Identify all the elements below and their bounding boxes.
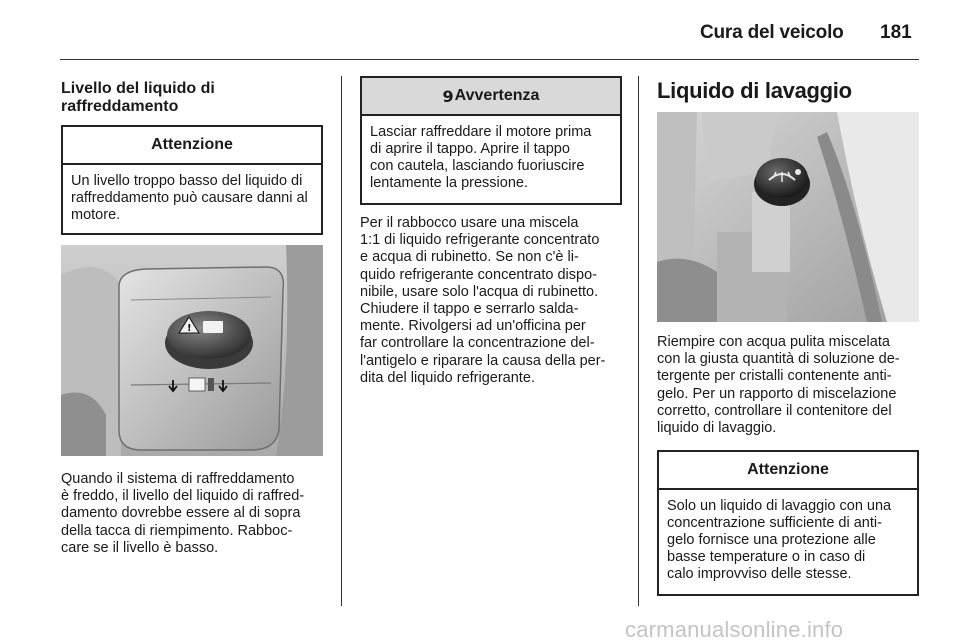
text-line: e acqua di rubinetto. Se non c'è li-: [360, 249, 579, 266]
page-number: 181: [880, 22, 912, 43]
text-line: lentamente la pressione.: [370, 175, 528, 191]
attention-title: Attenzione: [63, 127, 321, 165]
text-line: Per il rabbocco usare una miscela: [360, 215, 579, 231]
text-line: Chiudere il tappo e serrarlo salda-: [360, 301, 579, 318]
refill-paragraph: [360, 215, 632, 387]
warning-box: [360, 76, 622, 205]
coolant-attention-box: [61, 125, 323, 235]
watermark: carmanualsonline.info: [625, 617, 844, 642]
text-line: corretto, controllare il contenitore del: [657, 402, 892, 419]
text-line: è freddo, il livello del liquido di raffred-: [61, 488, 305, 505]
text-line: Lasciar raffreddare il motore prima: [370, 124, 592, 140]
text-line: basse temperature o in caso di: [667, 549, 866, 565]
svg-text:!: !: [187, 323, 192, 334]
text-line: di aprire il tappo. Aprire il tappo: [370, 141, 570, 157]
coolant-level-paragraph: [61, 471, 331, 557]
warning-symbol-icon: 9: [442, 86, 454, 106]
header-divider: [60, 59, 919, 60]
text-line: concentrazione sufficiente di anti-: [667, 515, 882, 531]
page-header: [0, 0, 960, 60]
text-line: nibile, usare solo l'acqua di rubinetto.: [360, 283, 599, 300]
column-divider-2: [638, 76, 639, 606]
attention-text: [659, 490, 917, 583]
washer-attention-box: [657, 450, 919, 596]
washer-paragraph: [657, 334, 929, 437]
text-line: gelo. Per un rapporto di miscelazione: [657, 385, 897, 402]
text-line: damento dovrebbe essere al di sopra: [61, 505, 301, 522]
text-line: Quando il sistema di raffreddamento: [61, 471, 295, 487]
text-line: l'antigelo e riparare la causa della per-: [360, 352, 606, 369]
coolant-reservoir-photo: [61, 245, 323, 456]
text-line: mente. Rivolgersi ad un'officina per: [360, 318, 586, 335]
text-line: tergente per cristalli contenente anti-: [657, 368, 892, 385]
washer-reservoir-illustration: [657, 112, 919, 322]
washer-fluid-heading: Liquido di lavaggio: [657, 78, 852, 103]
attention-text: Un livello troppo basso del liquido di raffreddamento può causare danni al motore.: [71, 173, 308, 223]
text-line: care se il livello è basso.: [61, 539, 219, 556]
text-line: far controllare la concentrazione del-: [360, 335, 595, 352]
text-line: Solo un liquido di lavaggio con una: [667, 498, 892, 514]
warning-text: [362, 116, 620, 192]
text-line: con la giusta quantità di soluzione de-: [657, 351, 900, 368]
text-line: gelo fornisce una protezione alle: [667, 532, 876, 548]
coolant-reservoir-illustration: [61, 245, 323, 456]
text-line: liquido di lavaggio.: [657, 420, 777, 437]
text-line: calo improvviso delle stesse.: [667, 566, 852, 582]
text-line: Riempire con acqua pulita miscelata: [657, 334, 890, 350]
text-line: quido refrigerante concentrato dispo-: [360, 266, 597, 283]
washer-reservoir-photo: [657, 112, 919, 322]
column-divider-1: [341, 76, 342, 606]
text-line: della tacca di riempimento. Rabboc-: [61, 522, 293, 539]
text-line: dita del liquido refrigerante.: [360, 369, 535, 386]
text-line: 1:1 di liquido refrigerante concentrato: [360, 232, 600, 249]
section-title: Cura del veicolo: [700, 22, 844, 43]
attention-title: Attenzione: [659, 452, 917, 490]
text-line: con cautela, lasciando fuoriuscire: [370, 158, 585, 174]
warning-header: [362, 78, 620, 116]
coolant-level-heading: Livello del liquido di raffreddamento: [61, 80, 215, 115]
warning-title: Avvertenza: [454, 87, 540, 104]
